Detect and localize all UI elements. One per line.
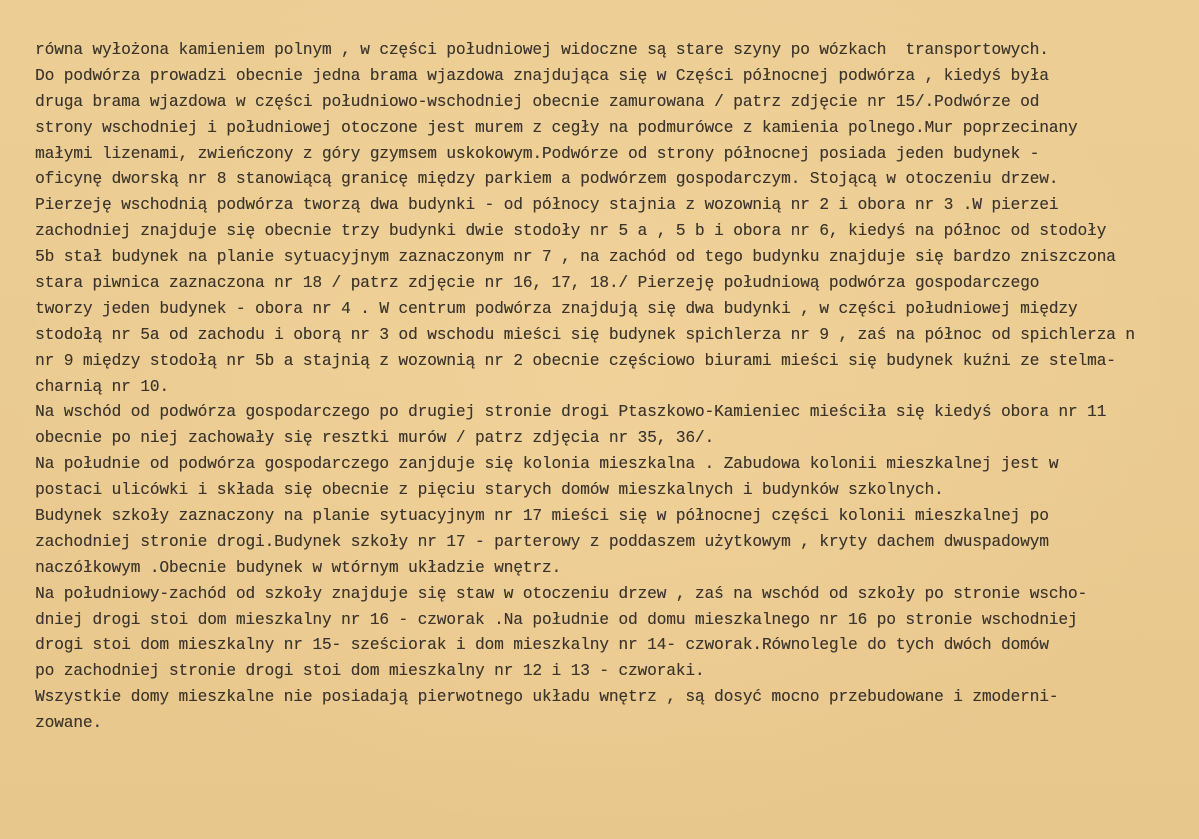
text-line: zachodniej stronie drogi.Budynek szkoły nr 17 - parterowy z poddaszem użytkowym , kryty dachem dwuspadowym — [35, 532, 1049, 551]
text-line: Budynek szkoły zaznaczony na planie sytuacyjnym nr 17 mieści się w północnej części kolonii mieszkalnej po — [35, 507, 1049, 526]
text-line: Pierzeję wschodnią podwórza tworzą dwa budynki - od północy stajnia z wozownią nr 2 i obora nr 3 .W pierzei — [35, 196, 1059, 215]
text-line: dniej drogi stoi dom mieszkalny nr 16 - czworak .Na południe od domu mieszkalnego nr 16 po stronie wschodniej — [35, 610, 1078, 629]
text-line: Na południowy-zachód od szkoły znajduje się staw w otoczeniu drzew , zaś na wschód od szkoły po stronie wscho- — [35, 584, 1088, 603]
text-line: naczółkowym .Obecnie budynek w wtórnym układzie wnętrz. — [35, 558, 562, 577]
text-line: oficynę dworską nr 8 stanowiącą granicę między parkiem a podwórzem gospodarczym. Stojącą w otoczeniu drzew. — [35, 170, 1059, 189]
text-line: stodołą nr 5a od zachodu i oborą nr 3 od wschodu mieści się budynek spichlerza nr 9 , zaś na północ od spichlerza n — [35, 325, 1135, 344]
text-line: Wszystkie domy mieszkalne nie posiadają pierwotnego układu wnętrz , są dosyć mocno przebudowane i zmoderni- — [35, 688, 1059, 707]
text-line: stara piwnica zaznaczona nr 18 / patrz zdjęcie nr 16, 17, 18./ Pierzeję południową podwórza gospodarczego — [35, 274, 1040, 293]
text-line: zowane. — [35, 714, 102, 733]
text-line: Na południe od podwórza gospodarczego zanjduje się kolonia mieszkalna . Zabudowa kolonii mieszkalnej jest w — [35, 455, 1059, 474]
text-line: charnią nr 10. — [35, 377, 169, 396]
text-line: strony wschodniej i południowej otoczone jest murem z cegły na podmurówce z kamienia polnego.Mur poprzecinany — [35, 118, 1078, 137]
text-line: Na wschód od podwórza gospodarczego po drugiej stronie drogi Ptaszkowo-Kamieniec mieściła się kiedyś obora nr 11 — [35, 403, 1107, 422]
typewritten-text-body — [35, 38, 1185, 737]
text-line: po zachodniej stronie drogi stoi dom mieszkalny nr 12 i 13 - czworaki. — [35, 662, 705, 681]
text-line: drogi stoi dom mieszkalny nr 15- sześciorak i dom mieszkalny nr 14- czworak.Równolegle do tych dwóch domów — [35, 636, 1049, 655]
text-line: zachodniej znajduje się obecnie trzy budynki dwie stodoły nr 5 a , 5 b i obora nr 6, kiedyś na północ od stodoły — [35, 222, 1107, 241]
text-line: obecnie po niej zachowały się resztki murów / patrz zdjęcia nr 35, 36/. — [35, 429, 715, 448]
text-line: tworzy jeden budynek - obora nr 4 . W centrum podwórza znajdują się dwa budynki , w części południowej między — [35, 299, 1078, 318]
text-line: nr 9 między stodołą nr 5b a stajnią z wozownią nr 2 obecnie częściowo biurami mieści się budynek kuźni ze stelma- — [35, 351, 1116, 370]
text-line: druga brama wjazdowa w części południowo-wschodniej obecnie zamurowana / patrz zdjęcie nr 15/.Podwórze od — [35, 92, 1040, 111]
text-line: postaci ulicówki i składa się obecnie z pięciu starych domów mieszkalnych i budynków szkolnych. — [35, 481, 944, 500]
text-line: 5b stał budynek na planie sytuacyjnym zaznaczonym nr 7 , na zachód od tego budynku znajduje się bardzo zniszczona — [35, 248, 1116, 267]
text-line: Do podwórza prowadzi obecnie jedna brama wjazdowa znajdująca się w Części północnej podwórza , kiedyś była — [35, 66, 1049, 85]
text-line: małymi lizenami, zwieńczony z góry gzymsem uskokowym.Podwórze od strony północnej posiada jeden budynek - — [35, 144, 1040, 163]
text-line: równa wyłożona kamieniem polnym , w części południowej widoczne są stare szyny po wózkach transportowych. — [35, 41, 1049, 59]
